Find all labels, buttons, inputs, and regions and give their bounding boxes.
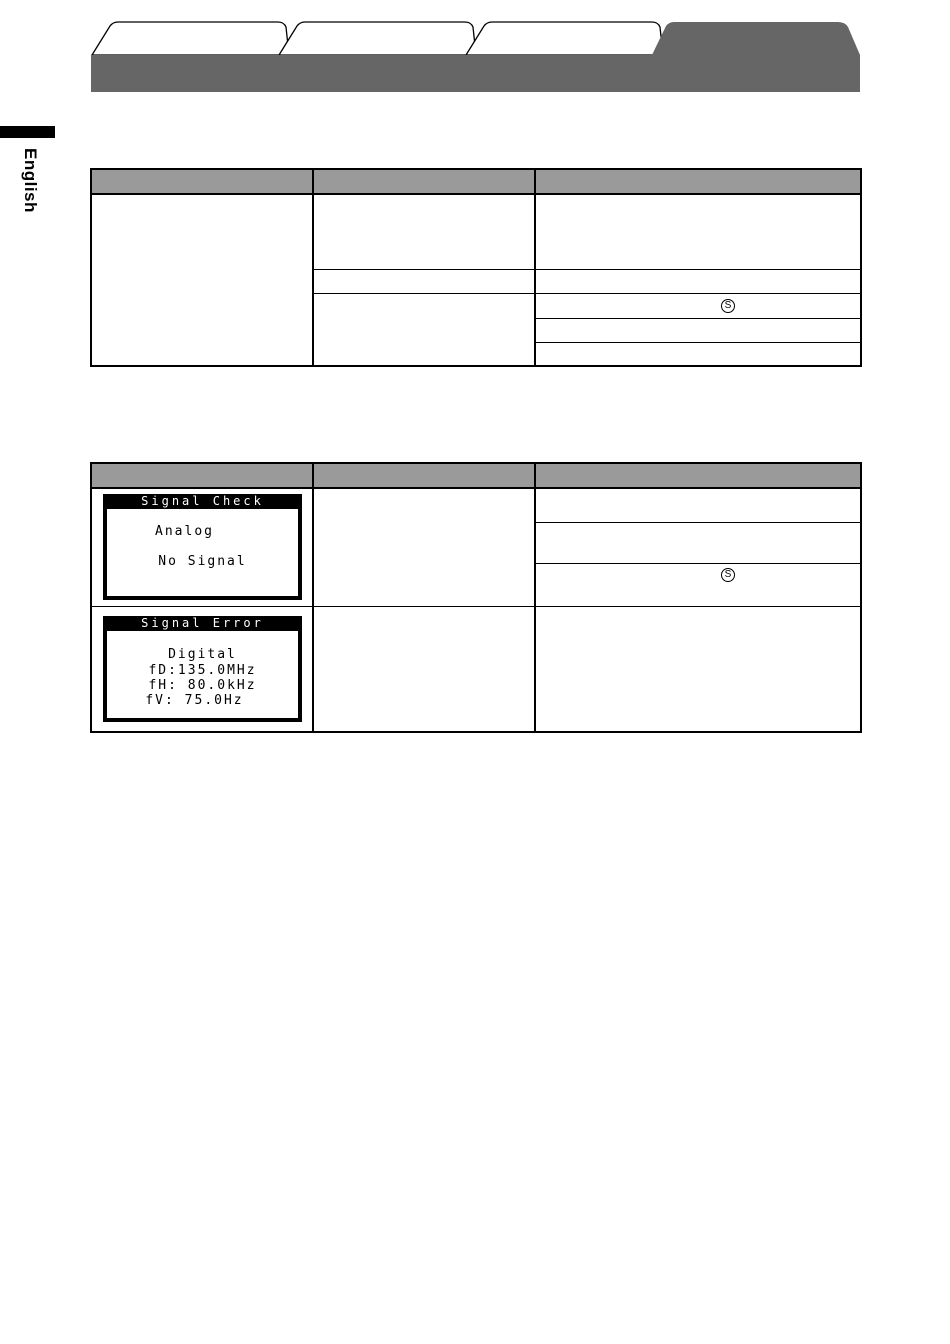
language-marker-bar bbox=[0, 126, 55, 138]
table1-header-row bbox=[91, 169, 861, 195]
section-banner bbox=[91, 55, 860, 92]
table2-col-divider-2 bbox=[534, 462, 536, 733]
table1-row-divider bbox=[535, 342, 861, 343]
table2-bottom-border bbox=[91, 731, 861, 733]
osd-line-v-freq: fV: 75.0Hz bbox=[145, 693, 244, 708]
osd-signal-check bbox=[103, 494, 302, 600]
table2-row-divider bbox=[535, 522, 861, 523]
language-label: English bbox=[21, 148, 40, 213]
table1-top-border bbox=[91, 168, 861, 170]
table1-left-border bbox=[90, 168, 92, 367]
osd-line-input-type: Digital bbox=[168, 647, 237, 662]
osd-signal-error-title: Signal Error bbox=[141, 616, 264, 630]
osd-line-status: No Signal bbox=[158, 554, 247, 569]
osd-signal-error bbox=[103, 616, 302, 722]
table1-bottom-border bbox=[91, 365, 861, 367]
osd-signal-error-screen bbox=[107, 631, 298, 718]
osd-signal-check-screen bbox=[107, 509, 298, 596]
table2-left-border bbox=[90, 462, 92, 733]
osd-line-dot-clock: fD:135.0MHz bbox=[148, 663, 257, 678]
s-button-icon: S bbox=[721, 568, 735, 582]
table2-row-divider bbox=[535, 563, 861, 564]
osd-line-input-type: Analog bbox=[155, 524, 214, 539]
table1-row-divider bbox=[535, 318, 861, 319]
osd-line-h-freq: fH: 80.0kHz bbox=[148, 678, 257, 693]
s-button-icon: S bbox=[721, 299, 735, 313]
tab-1[interactable] bbox=[92, 22, 289, 55]
table1-right-border bbox=[860, 168, 862, 367]
table1-col-divider-1 bbox=[312, 168, 314, 367]
table1-col-divider-2 bbox=[534, 168, 536, 367]
table1-row-divider bbox=[313, 269, 861, 270]
table2-right-border bbox=[860, 462, 862, 733]
table2-top-border bbox=[91, 462, 861, 464]
table1-row-divider bbox=[313, 293, 861, 294]
tab-4-active[interactable] bbox=[652, 22, 860, 55]
table2-col-divider-1 bbox=[312, 462, 314, 733]
tab-2[interactable] bbox=[279, 22, 476, 55]
tab-3[interactable] bbox=[466, 22, 663, 55]
section-tabs bbox=[0, 0, 950, 100]
osd-signal-check-title: Signal Check bbox=[141, 494, 264, 508]
table2-header-row bbox=[91, 463, 861, 489]
table2-row-divider bbox=[91, 606, 861, 607]
